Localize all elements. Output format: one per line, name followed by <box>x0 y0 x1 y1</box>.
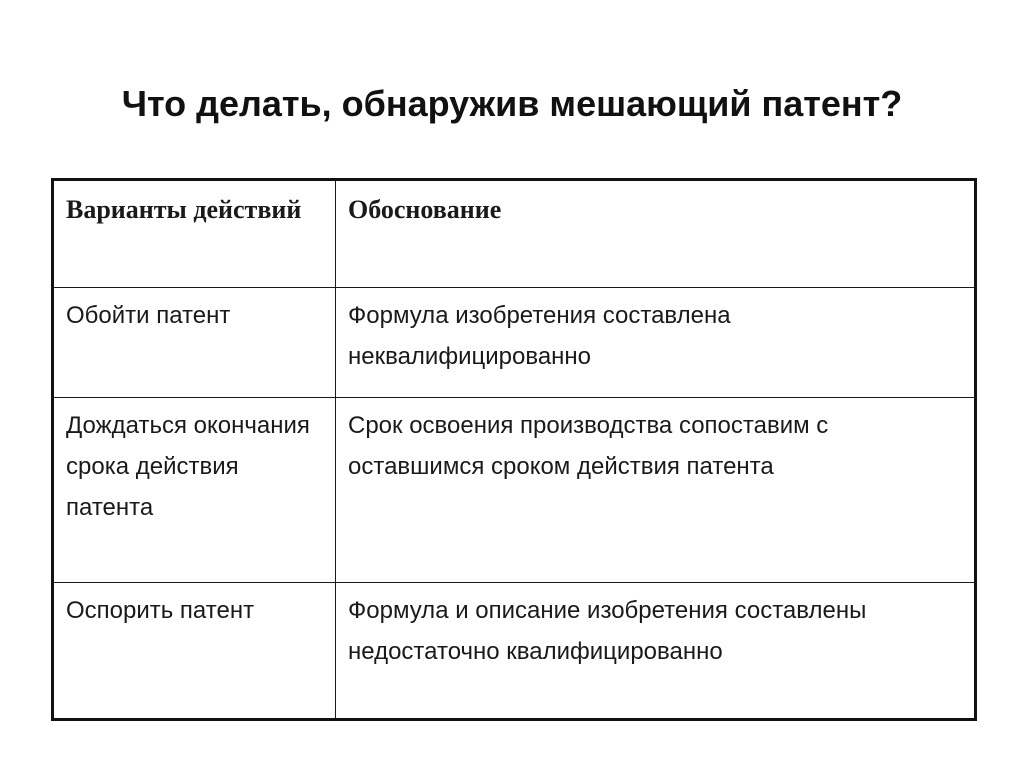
column-header-justification: Обоснование <box>336 180 976 288</box>
options-table <box>51 178 977 721</box>
table-row <box>53 398 976 583</box>
column-header-options: Варианты действий <box>53 180 336 288</box>
justification-cell: Срок освоения производства сопоставим с оставшимся сроком действия патента <box>336 398 976 583</box>
table-row <box>53 583 976 720</box>
table-row <box>53 288 976 398</box>
option-cell: Обойти патент <box>53 288 336 398</box>
page-title: Что делать, обнаружив мешающий патент? <box>121 83 903 125</box>
options-table-container <box>51 178 974 718</box>
option-cell: Дождаться окончания срока действия патента <box>53 398 336 583</box>
justification-cell: Формула изобретения составлена неквалифицированно <box>336 288 976 398</box>
justification-cell: Формула и описание изобретения составлены недостаточно квалифицированно <box>336 583 976 720</box>
table-header-row <box>53 180 976 288</box>
option-cell: Оспорить патент <box>53 583 336 720</box>
